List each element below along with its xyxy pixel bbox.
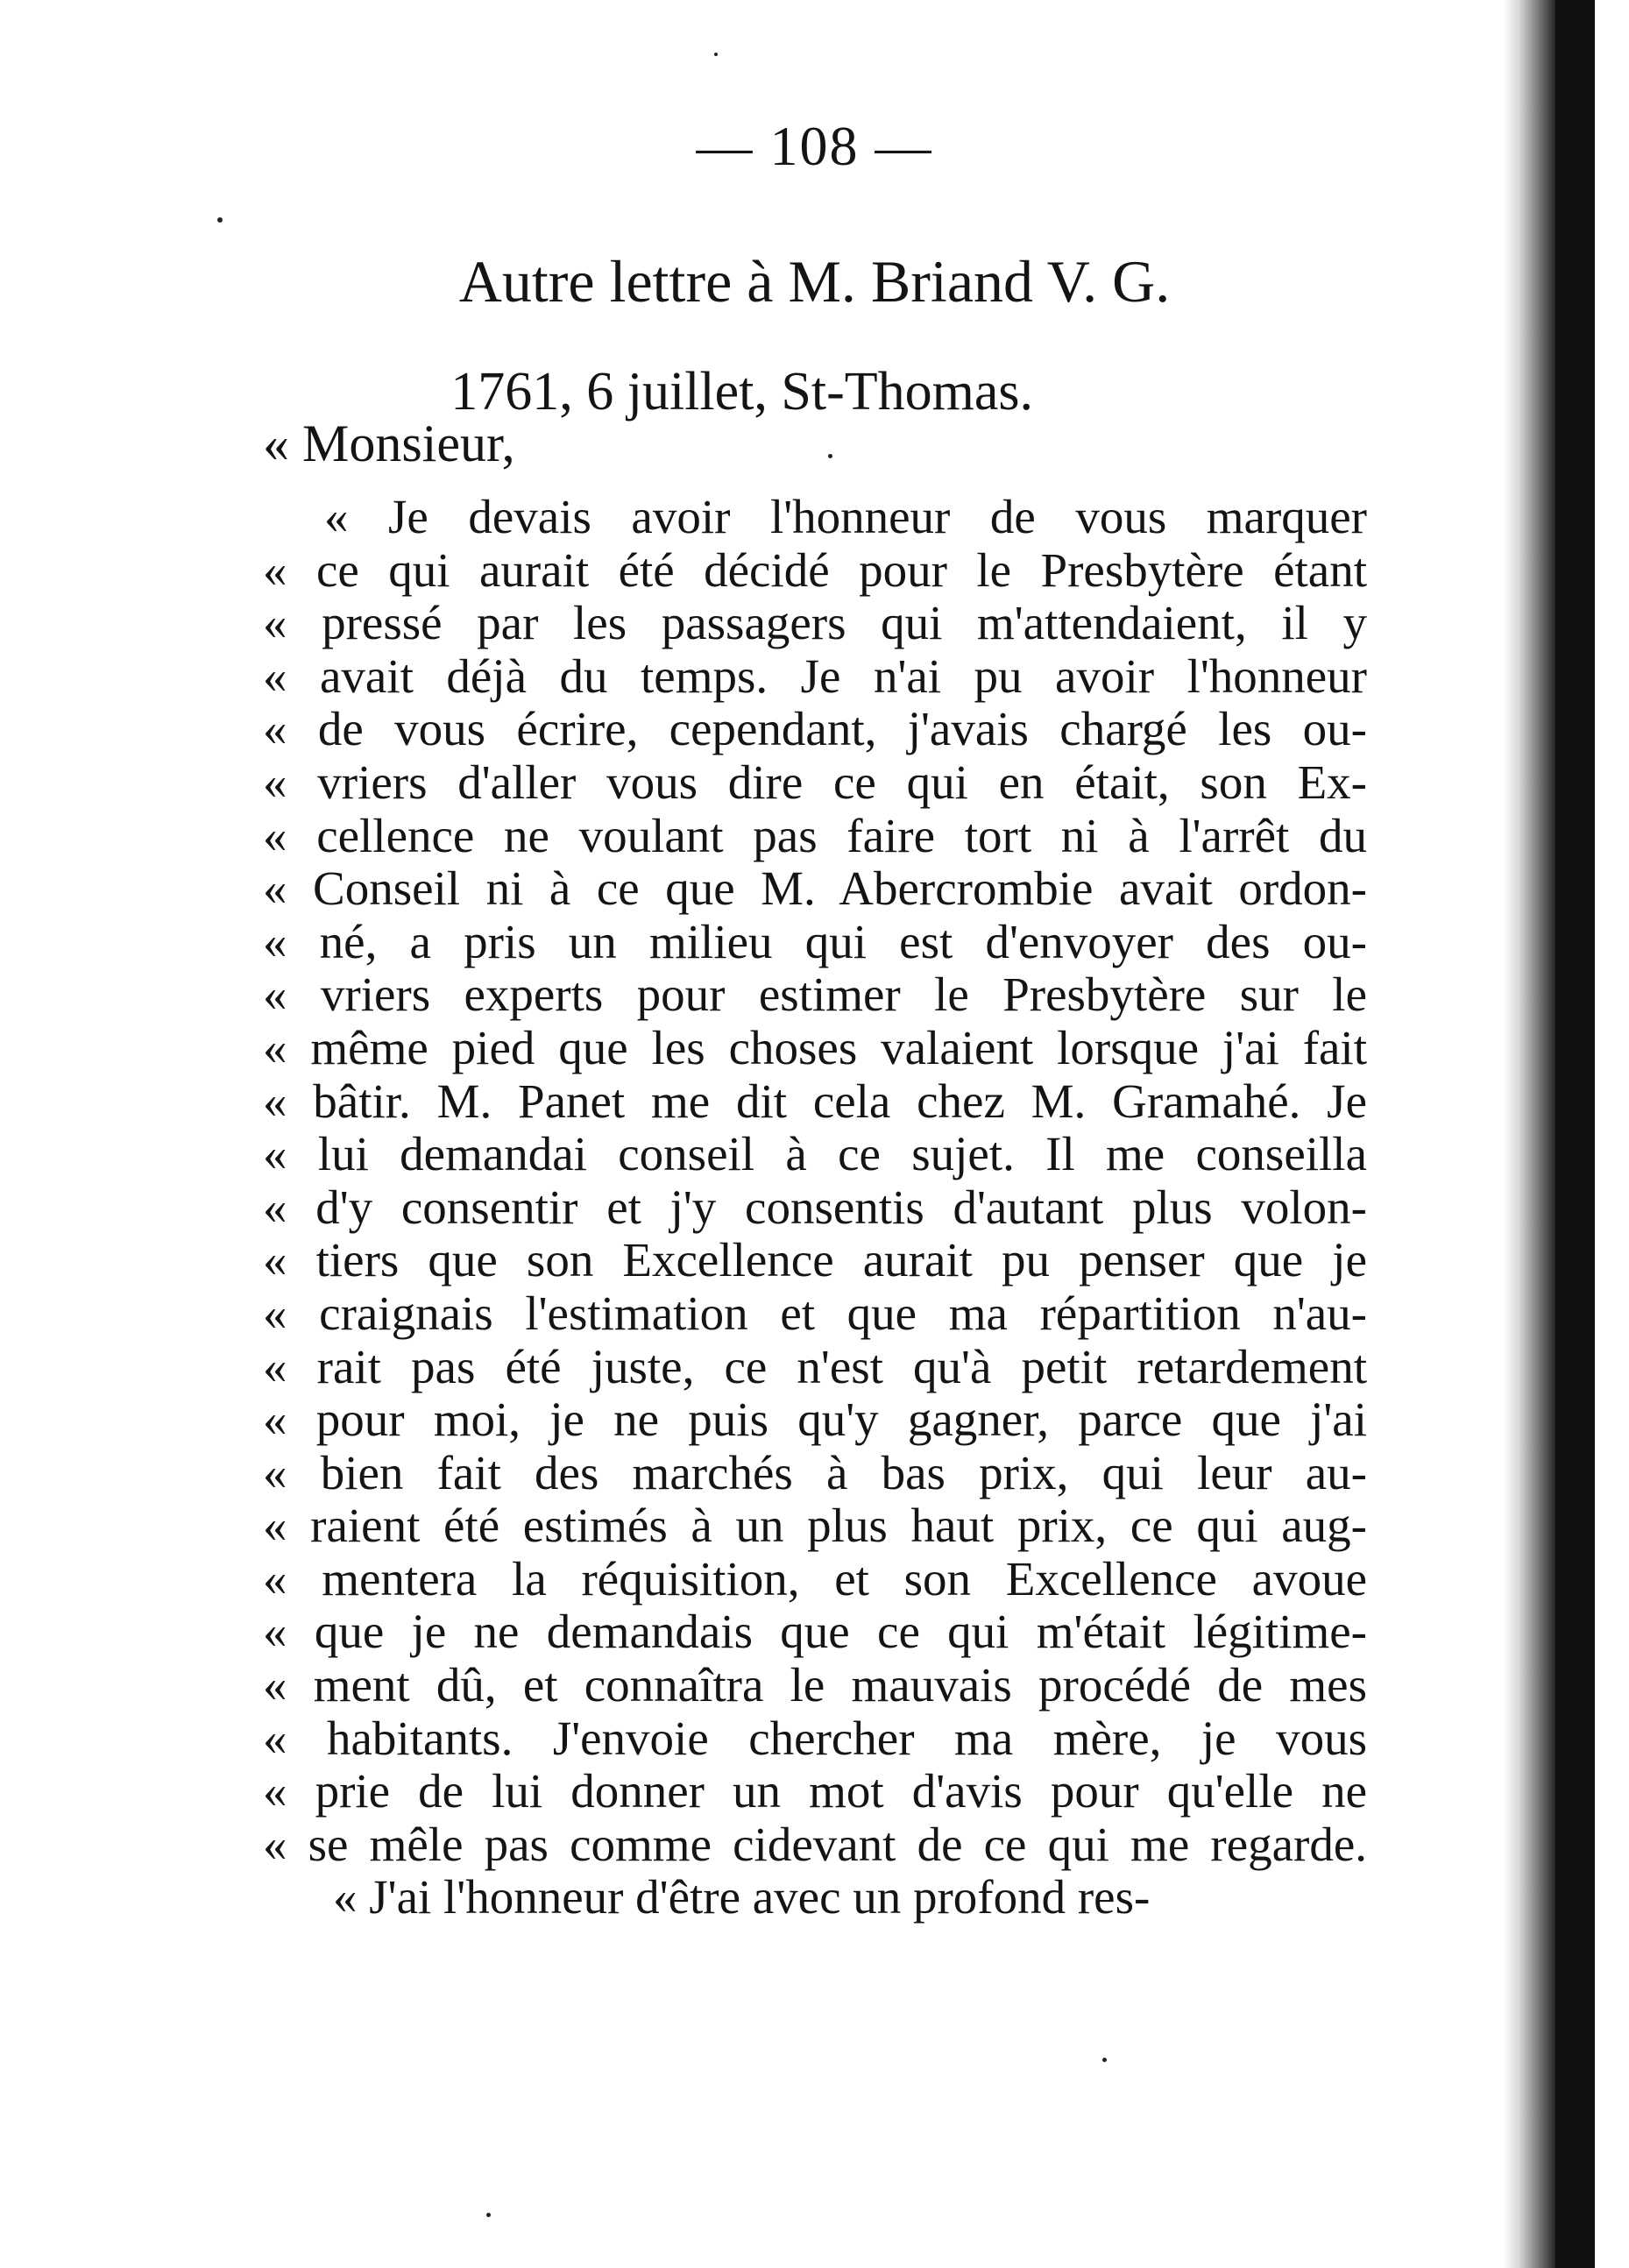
body-line: « né, a pris un milieu qui est d'envoyer des ou-: [263, 914, 1367, 968]
body-line: « lui demandai conseil à ce sujet. Il me conseilla: [263, 1127, 1367, 1181]
body-line: « prie de lui donner un mot d'avis pour qu'elle ne: [263, 1764, 1367, 1818]
body-line: « Conseil ni à ce que M. Abercrombie avait ordon-: [263, 861, 1367, 916]
scan-speck: [1102, 2058, 1107, 2062]
body-line: « d'y consentir et j'y consentis d'autant plus volon-: [263, 1180, 1367, 1234]
body-line: « même pied que les choses valaient lorsque j'ai fait: [263, 1020, 1367, 1074]
body-line: « rait pas été juste, ce n'est qu'à petit retardement: [263, 1339, 1367, 1393]
body-line: « de vous écrire, cependant, j'avais chargé les ou-: [263, 702, 1367, 756]
page-number: — 108 —: [696, 115, 933, 177]
body-line: « se mêle pas comme cidevant de ce qui me regarde.: [263, 1817, 1367, 1871]
body-line: « vriers d'aller vous dire ce qui en était, son Ex-: [263, 755, 1367, 809]
body-line: « craignais l'estimation et que ma répartition n'au-: [263, 1286, 1367, 1340]
body-line: « pour moi, je ne puis qu'y gagner, parce que j'ai: [263, 1393, 1367, 1447]
body-line: « habitants. J'envoie chercher ma mère, je vous: [263, 1711, 1367, 1765]
body-line: « J'ai l'honneur d'être avec un profond res-: [333, 1870, 1151, 1924]
page-margin: [1595, 0, 1629, 2268]
binding-shadow: [1503, 0, 1555, 2268]
letter-salutation: « Monsieur,: [263, 415, 515, 472]
scan-speck: [217, 217, 223, 223]
body-line: « ce qui aurait été décidé pour le Presbytère étant: [263, 542, 1367, 597]
body-line: « avait déjà du temps. Je n'ai pu avoir l'honneur: [263, 649, 1367, 703]
body-line: « cellence ne voulant pas faire tort ni à l'arrêt du: [263, 808, 1367, 862]
scan-speck: [714, 53, 718, 56]
scan-speck: [828, 454, 832, 458]
letter-body: [263, 491, 1367, 1924]
scan-speck: [486, 2213, 491, 2217]
body-line: « raient été estimés à un plus haut prix, ce qui aug-: [263, 1499, 1367, 1553]
body-line: « Je devais avoir l'honneur de vous marquer: [324, 490, 1367, 543]
letter-date: 1761, 6 juillet, St-Thomas.: [450, 362, 1033, 422]
body-line: « bâtir. M. Panet me dit cela chez M. Gramahé. Je: [263, 1074, 1367, 1128]
binding-edge: [1555, 0, 1595, 2268]
body-line: « ment dû, et connaîtra le mauvais procédé de mes: [263, 1658, 1367, 1712]
body-line: « mentera la réquisition, et son Excellence avoue: [263, 1551, 1367, 1605]
body-line: « pressé par les passagers qui m'attendaient, il y: [263, 596, 1367, 650]
body-line: « tiers que son Excellence aurait pu penser que je: [263, 1233, 1367, 1287]
letter-title: Autre lettre à M. Briand V. G.: [458, 248, 1171, 315]
body-line: « bien fait des marchés à bas prix, qui leur au-: [263, 1445, 1367, 1499]
body-line: « vriers experts pour estimer le Presbytère sur le: [263, 967, 1367, 1022]
body-line: « que je ne demandais que ce qui m'était légitime-: [263, 1605, 1367, 1659]
